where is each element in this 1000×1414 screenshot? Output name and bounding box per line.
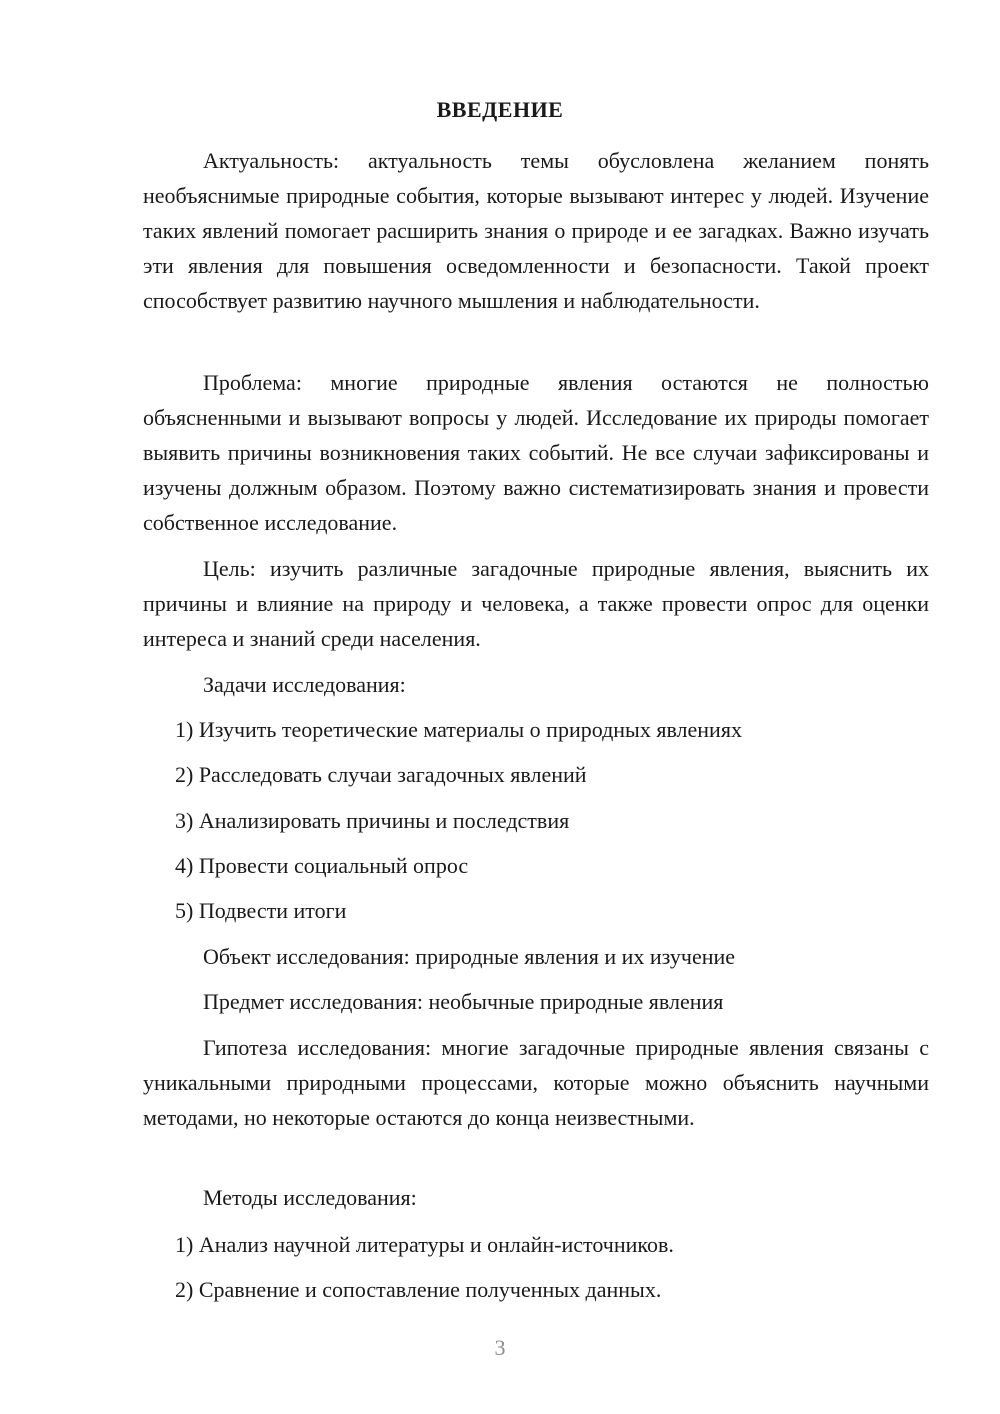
tasks-heading: Задачи исследования: (203, 672, 406, 697)
hypothesis-paragraph: Гипотеза исследования: многие загадочные природные явления связаны с уникальными природными процессами, которые можно объяснить научными методами, но некоторые остаются до конца неизвестными. (143, 1035, 929, 1130)
task-item: 4) Провести социальный опрос (175, 853, 469, 878)
method-item: 2) Сравнение и сопоставление полученных данных. (175, 1277, 662, 1302)
page-title: ВВЕДЕНИЕ (436, 97, 564, 122)
goal-paragraph: Цель: изучить различные загадочные природные явления, выяснить их причины и влияние на природу и человека, а также провести опрос для оценки интереса и знаний среди населения. (143, 556, 929, 651)
relevance-paragraph: Актуальность: актуальность темы обусловлена желанием понять необъяснимые природные события, которые вызывают интерес у людей. Изучение таких явлений помогает расширить знания о природе и ее загадках. Важно изучать эти явления для повышения осведомленности и безопасности. Такой проект способствует развитию научного мышления и наблюдательности. (143, 148, 929, 313)
object-line: Объект исследования: природные явления и их изучение (203, 944, 736, 969)
page-number: 3 (494, 1335, 506, 1360)
methods-heading: Методы исследования: (203, 1185, 417, 1210)
problem-paragraph: Проблема: многие природные явления остаются не полностью объясненными и вызывают вопросы у людей. Исследование их природы помогает выявить причины возникновения таких событий. Не все случаи зафиксированы и изучены должным образом. Поэтому важно систематизировать знания и провести собственное исследование. (143, 370, 929, 535)
task-item: 1) Изучить теоретические материалы о природных явлениях (175, 717, 742, 742)
task-item: 3) Анализировать причины и последствия (175, 808, 570, 833)
task-item: 5) Подвести итоги (175, 898, 347, 923)
subject-line: Предмет исследования: необычные природные явления (203, 989, 724, 1014)
method-item: 1) Анализ научной литературы и онлайн-источников. (175, 1232, 674, 1257)
task-item: 2) Расследовать случаи загадочных явлений (175, 762, 587, 787)
